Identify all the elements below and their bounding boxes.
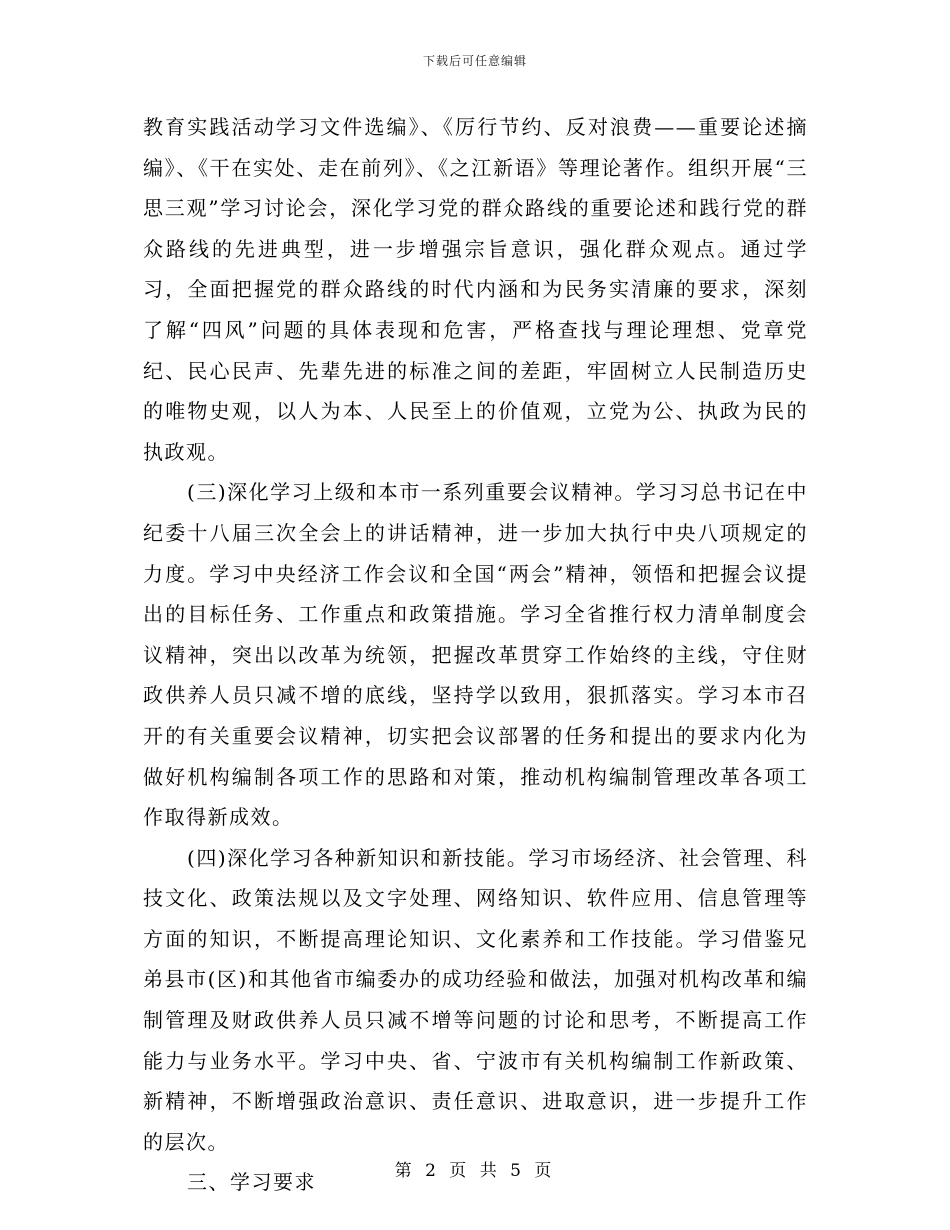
page-header: 下载后可任意编辑: [422, 54, 527, 68]
paragraph-section-three: (三)深化学习上级和本市一系列重要会议精神。学习习总书记在中纪委十八届三次全会上的讲话精神，进一步加大执行中央八项规定的力度。学习中央经济工作会议和全国“两会”精神，领悟和把握会议提出的目标任务、工作重点和政策措施。学习全省推行权力清单制度会议精神，突出以改革为统领，把握改革贯穿工作始终的主线，守住财政供养人员只减不增的底线，坚持学以致用，狠抓落实。学习本市召开的有关重要会议精神，切实把会议部署的任务和提出的要求内化为做好机构编制各项工作的思路和对策，推动机构编制管理改革各项工作取得新成效。: [143, 480, 808, 830]
page-number-footer: 第 2 页 共 5 页: [394, 1161, 556, 1181]
section-heading-learning-requirements: 三、学习要求: [187, 1170, 316, 1195]
document-body: [143, 107, 808, 1203]
paragraph-section-four: (四)深化学习各种新知识和新技能。学习市场经济、社会管理、科技文化、政策法规以及文字处理、网络知识、软件应用、信息管理等方面的知识，不断提高理论知识、文化素养和工作技能。学习借鉴兄弟县市(区)和其他省市编委办的成功经验和做法，加强对机构改革和编制管理及财政供养人员只减不增等问题的讨论和思考，不断提高工作能力与业务水平。学习中央、省、宁波市有关机构编制工作新政策、新精神，不断增强政治意识、责任意识、进取意识，进一步提升工作的层次。: [143, 845, 808, 1154]
paragraph-continuation: 教育实践活动学习文件选编》、《厉行节约、反对浪费——重要论述摘编》、《干在实处、走在前列》、《之江新语》等理论著作。组织开展“三思三观”学习讨论会，深化学习党的群众路线的重要论述和践行党的群众路线的先进典型，进一步增强宗旨意识，强化群众观点。通过学习，全面把握党的群众路线的时代内涵和为民务实清廉的要求，深刻了解“四风”问题的具体表现和危害，严格查找与理论理想、党章党纪、民心民声、先辈先进的标准之间的差距，牢固树立人民制造历史的唯物史观，以人为本、人民至上的价值观，立党为公、执政为民的执政观。: [143, 115, 808, 464]
